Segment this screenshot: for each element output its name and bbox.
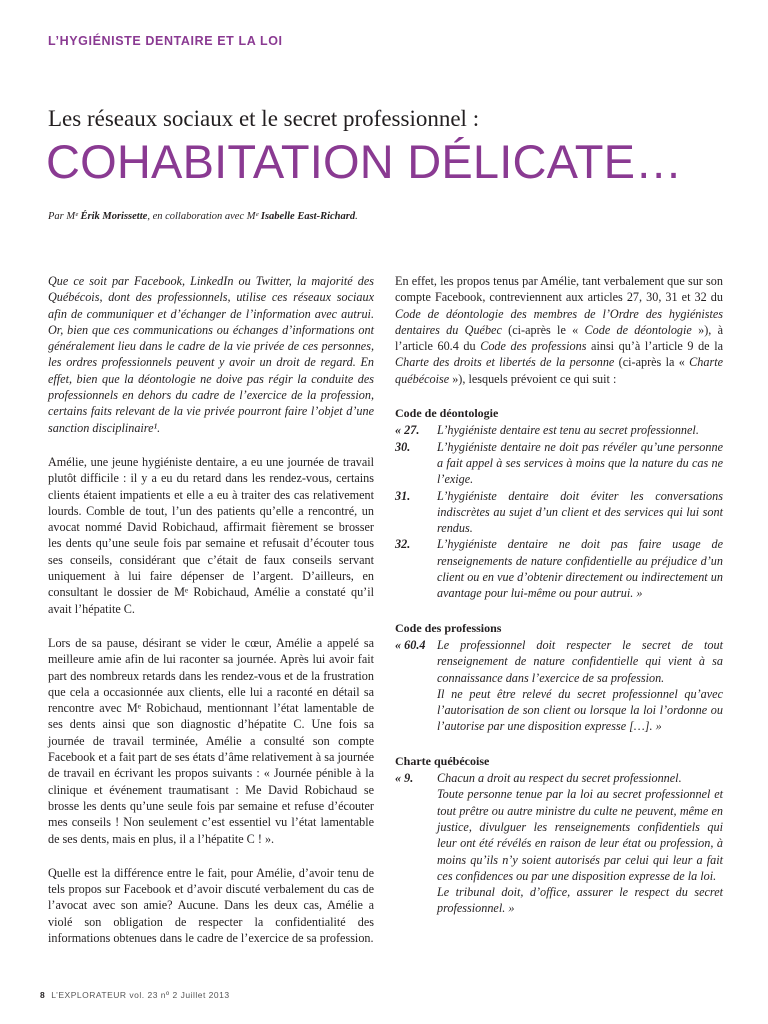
article-text: L’hygiéniste dentaire ne doit pas faire usage de renseignements de nature confidentielle au préjudice d’un client ou en vue d’obtenir directement ou indirectement un avantage pour lui-même ou pour autrui. » (437, 537, 723, 601)
article-number: « 27. (395, 423, 420, 438)
byline-author-2: Isabelle East-Richard (260, 211, 356, 222)
byline-author-1: Érik Morissette (80, 211, 148, 222)
byline-prefix: Par Mᵉ (48, 211, 81, 222)
article-number: « 9. (395, 771, 414, 786)
body-paragraph-1: Amélie, une jeune hygiéniste dentaire, a eu une journée de travail plutôt difficile : il y a eu du retard dans les rendez-vous, certains clients étaient impatients et elle a eu à traiter des cas relativement lourds. Comble de tout, l’un des patients qu’elle a rencontré, un avocat nommé David Robichaud, affirmait fièrement se brosser les dents qu’une seule fois par semaine et refusait d’écouter tous ses conseils, considérant que c’était de faux conseils servant uniquement à lui faire dépenser de l’argent. D’ailleurs, en consultant le dossier de Mᵉ Robichaud, Amélie a constaté qu’il avait l’hépatite C. (48, 454, 374, 616)
byline (48, 211, 358, 222)
article-number: 30. (395, 439, 411, 454)
article-text: Chacun a droit au respect du secret professionnel. (437, 771, 682, 786)
right-intro-italic-4: Charte des droits et libertés de la personne (395, 355, 615, 370)
right-intro-text-5: (ci-après la « (614, 355, 690, 370)
page-footer (40, 990, 230, 1000)
section-heading-deontologie: Code de déontologie (395, 406, 499, 421)
article-text: L’hygiéniste dentaire ne doit pas révéler qu’une personne a fait appel à ses services à moins que la nature du cas ne l’exige. (437, 439, 723, 487)
article-number: 32. (395, 537, 411, 552)
article-9 (395, 770, 723, 786)
right-intro-italic-3: Code des professions (480, 339, 587, 354)
article-31 (395, 488, 723, 537)
right-intro-italic-2: Code de déontologie (584, 322, 692, 337)
article-text: L’hygiéniste dentaire est tenu au secret professionnel. (437, 423, 699, 438)
right-intro-text-2: (ci-après le « (501, 322, 585, 337)
section-heading-charte: Charte québécoise (395, 753, 490, 768)
article-title: COHABITATION DÉLICATE… (46, 135, 683, 188)
byline-suffix: . (355, 211, 358, 222)
left-column (48, 273, 374, 946)
body-paragraph-3: Quelle est la différence entre le fait, pour Amélie, d’avoir tenu de tels propos sur Facebook et d’avoir discuté verbalement du cas de l’avocat avec son amie? Aucune. Dans les deux cas, Amélie a violé son obligation de respecter la confidentialité des informations obtenues dans le cadre de l’exercice de sa profession. (48, 865, 374, 945)
right-intro-text-4: ainsi qu’à l’article 9 de la (586, 339, 723, 354)
body-paragraph-2: Lors de sa pause, désirant se vider le cœur, Amélie a appelé sa meilleure amie afin de lui raconter sa journée. Après lui avoir fait part des nombreux retards dans les rendez-vous et de la frustration que cela a occasionnée aux clients, elle lui a raconté en détail sa rencontre avec Mᵉ Robichaud, mentionnant l’état lamentable de ses dents ainsi que son diagnostic d’hépatite C. Une fois sa journée de travail terminée, Amélie a consulté son compte Facebook et a fait part de ses états d’âme relativement à sa journée de travail en écrivant les propos suivants : « Journée pénible à la clinique et événement traumatisant : Me David Robichaud se brosse les dents qu’une seule fois par semaine et refuse d’écouter mes conseils ! Non seulement c’est essentiel vu l’état lamentable de ses dents, mais en plus, il a l’hépatite C ! ». (48, 635, 374, 846)
article-60-4 (395, 637, 723, 686)
intro-paragraph: Que ce soit par Facebook, LinkedIn ou Twitter, la majorité des Québécois, dont des professionnels, utilise ces réseaux sociaux afin de communiquer et d’échanger de l’information avec autrui. Or, bien que ces communications ou échanges d’informations ont généralement lieu dans le cadre de la vie privée de ces personnes, les ordres professionnels peuvent y avoir un droit de regard. En effet, bien que la déontologie ne doive pas régir la conduite des professionnels en dehors du cadre de l’exercice de la profession, certains faits relevant de la vie privée pourront faire l’objet d’une sanction disciplinaire¹. (48, 274, 374, 435)
article-number: 31. (395, 488, 411, 503)
byline-middle: , en collaboration avec Mᵉ (147, 211, 261, 222)
right-intro-italic-1: Code de déontologie des membres de l’Ordre des hygiénistes dentaires du Québec (395, 306, 723, 337)
article-number: « 60.4 (395, 637, 426, 652)
article-text: L’hygiéniste dentaire doit éviter les conversations indiscrètes au sujet d’un client et des services qui lui sont rendus. (437, 488, 723, 536)
section-kicker: L’HYGIÉNISTE DENTAIRE ET LA LOI (48, 34, 283, 48)
right-intro-text-6: »), lesquels prévoient ce qui suit : (449, 371, 617, 386)
article-30 (395, 439, 723, 488)
right-intro-text-1: En effet, les propos tenus par Amélie, tant verbalement que sur son compte Facebook, contreviennent aux articles 27, 30, 31 et 32 du (395, 274, 723, 305)
right-intro-paragraph (395, 273, 723, 387)
article-32 (395, 536, 723, 601)
article-9-continued: Toute personne tenue par la loi au secret professionnel et tout prêtre ou autre ministre du culte ne peuvent, même en justice, divulguer les renseignements confidentiels qui leur ont été révélés en raison de leur état ou profession, à moins qu’ils n’y soient autorisés par celui qui leur a fait ces confidences ou par une disposition expresse de la loi. (437, 787, 723, 883)
article-9-closing: Le tribunal doit, d’office, assurer le respect du secret professionnel. » (437, 885, 723, 916)
page-number: 8 (40, 990, 46, 1000)
section-heading-code-professions: Code des professions (395, 620, 502, 635)
right-intro-text-3: »), à l’article 60.4 du (395, 322, 723, 354)
article-text: Le professionnel doit respecter le secret de tout renseignement de nature confidentielle qui vient à sa connaissance dans l’exercice de sa profession. (437, 637, 723, 685)
article-27 (395, 422, 723, 438)
right-intro-italic-5: Charte québécoise (395, 355, 723, 386)
article-60-4-continued: Il ne peut être relevé du secret professionnel qu’avec l’autorisation de son client ou lorsque la loi l’ordonne ou l’autorise par une disposition expresse […]. » (437, 686, 723, 734)
right-column (395, 273, 723, 917)
publication-info: L’EXPLORATEUR vol. 23 nº 2 Juillet 2013 (51, 990, 230, 1000)
article-subtitle: Les réseaux sociaux et le secret professionnel : (48, 106, 480, 131)
